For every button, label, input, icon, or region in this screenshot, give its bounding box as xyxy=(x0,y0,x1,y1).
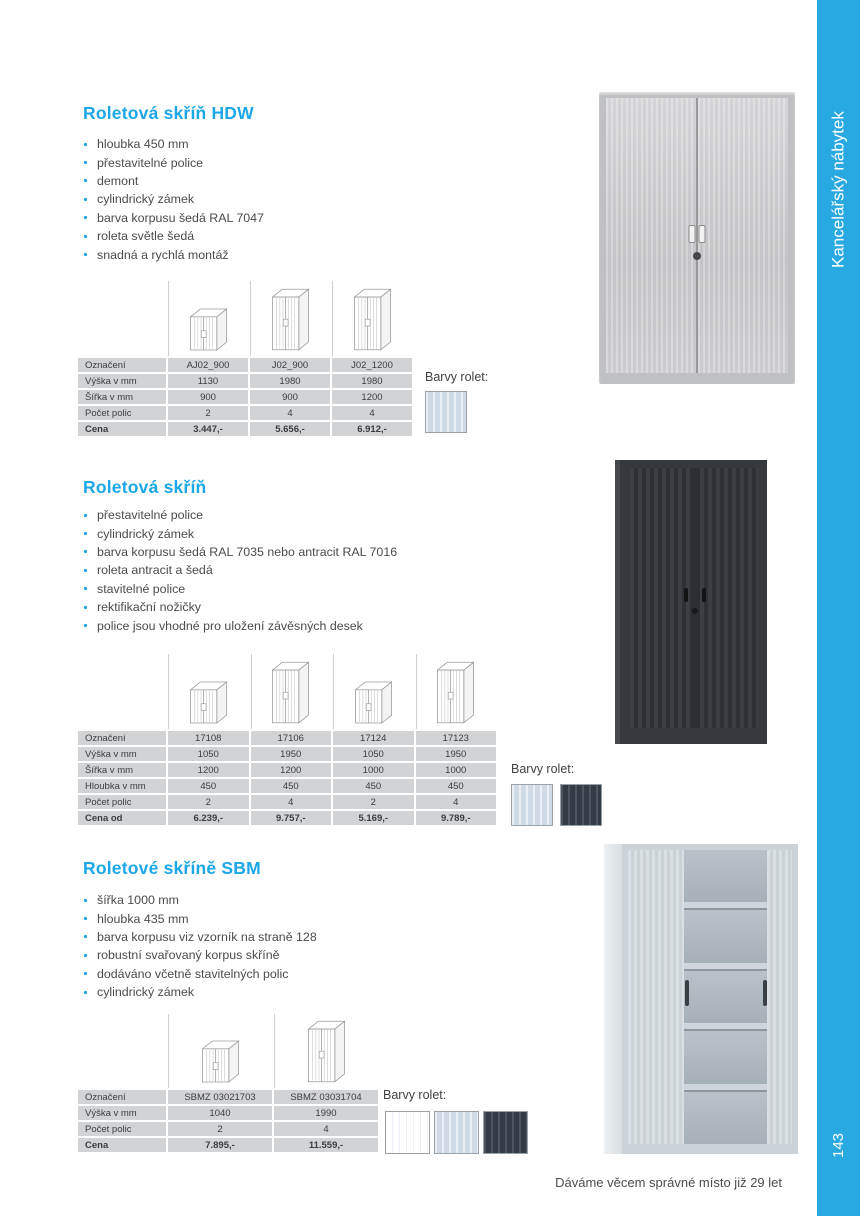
feature-bullet xyxy=(84,543,397,561)
table-cell: 11.559,- xyxy=(274,1138,378,1152)
door-handles xyxy=(689,225,706,243)
cabinet-drawing-small xyxy=(168,281,248,356)
tambour-door-right xyxy=(700,468,760,728)
feature-text: barva korpusu šedá RAL 7035 nebo antracit RAL 7016 xyxy=(97,544,398,559)
feature-bullet xyxy=(84,209,264,227)
bullet-icon xyxy=(84,972,87,975)
table-cell: 17106 xyxy=(251,731,332,745)
drawing-spacer xyxy=(78,281,166,356)
table-cell: 7.895,- xyxy=(168,1138,272,1152)
drawing-spacer xyxy=(78,1014,166,1088)
cabinet-drawing-small xyxy=(333,654,414,729)
table-cell: 17108 xyxy=(168,731,249,745)
table-row-label: Hloubka v mm xyxy=(78,779,166,793)
table-cell: 4 xyxy=(416,795,497,809)
feature-bullet xyxy=(84,580,397,598)
feature-text: police jsou vhodné pro uložení závěsných desek xyxy=(97,618,363,633)
table-row-label: Označení xyxy=(78,1090,166,1104)
feature-text: cylindrický zámek xyxy=(97,985,195,1000)
door-handle xyxy=(685,980,689,1006)
table-cell: 450 xyxy=(333,779,414,793)
tambour-door-left xyxy=(628,850,684,1144)
category-label: Kancelářský nábytek xyxy=(828,111,848,269)
feature-list xyxy=(84,891,317,1001)
feature-bullet xyxy=(84,135,264,153)
table-cell: J02_900 xyxy=(250,358,330,372)
feature-text: hloubka 450 mm xyxy=(97,137,189,152)
cabinet-drawing-tall xyxy=(332,281,412,356)
feature-text: rektifikační nožičky xyxy=(97,600,201,615)
feature-text: barva korpusu šedá RAL 7047 xyxy=(97,210,264,225)
roller-color-swatch xyxy=(385,1111,430,1154)
table-cell: 5.656,- xyxy=(250,422,330,436)
roller-color-swatch xyxy=(560,784,602,826)
table-cell: 900 xyxy=(168,390,248,404)
tambour-doors xyxy=(606,98,788,373)
product-photo-grey-cabinet xyxy=(599,92,795,384)
cabinet-drawing-tall xyxy=(416,654,497,729)
table-cell: 1130 xyxy=(168,374,248,388)
bullet-icon xyxy=(84,991,87,994)
product-table xyxy=(78,1090,378,1152)
tambour-doors xyxy=(630,468,759,728)
cylinder-lock-icon xyxy=(692,608,698,614)
feature-bullet xyxy=(84,965,317,983)
feature-text: dodáváno včetně stavitelných polic xyxy=(97,966,289,981)
table-row-label: Počet polic xyxy=(78,1122,166,1136)
feature-bullet xyxy=(84,524,397,542)
table-cell: 9.789,- xyxy=(416,811,497,825)
feature-bullet xyxy=(84,891,317,909)
bullet-icon xyxy=(84,179,87,182)
bullet-icon xyxy=(84,253,87,256)
table-cell: 2 xyxy=(168,1122,272,1136)
product-photo-open-shelf-cabinet xyxy=(604,844,798,1154)
bullet-icon xyxy=(84,235,87,238)
feature-bullet xyxy=(84,153,264,171)
feature-text: roleta světle šedá xyxy=(97,229,195,244)
feature-bullet xyxy=(84,983,317,1001)
feature-text: robustní svařovaný korpus skříně xyxy=(97,948,280,963)
table-cell: AJ02_900 xyxy=(168,358,248,372)
drawing-spacer xyxy=(78,654,166,729)
cabinet-drawing-strip xyxy=(78,654,496,729)
table-cell: 1050 xyxy=(333,747,414,761)
feature-list xyxy=(84,506,397,635)
table-cell: 2 xyxy=(168,795,249,809)
table-cell: 4 xyxy=(274,1122,378,1136)
table-cell: 1980 xyxy=(332,374,412,388)
feature-text: přestavitelné police xyxy=(97,508,204,523)
feature-bullet xyxy=(84,245,264,263)
section-title-hdw: Roletová skříň HDW xyxy=(83,103,254,123)
table-row-label: Výška v mm xyxy=(78,747,166,761)
bullet-icon xyxy=(84,550,87,553)
table-cell: 6.239,- xyxy=(168,811,249,825)
table-cell: 2 xyxy=(168,406,248,420)
feature-bullet xyxy=(84,172,264,190)
cabinet-drawing-strip xyxy=(78,1014,378,1088)
feature-text: cylindrický zámek xyxy=(97,526,195,541)
table-cell: SBMZ 03031704 xyxy=(274,1090,378,1104)
table-cell: 2 xyxy=(333,795,414,809)
table-cell: 1200 xyxy=(332,390,412,404)
roller-color-swatch xyxy=(434,1111,479,1154)
bullet-icon xyxy=(84,935,87,938)
table-cell: 900 xyxy=(250,390,330,404)
product-photo-anthracite-cabinet xyxy=(615,460,767,744)
feature-text: hloubka 435 mm xyxy=(97,911,189,926)
table-cell: 4 xyxy=(332,406,412,420)
table-cell: 4 xyxy=(251,795,332,809)
tambour-door-left xyxy=(630,468,690,728)
table-cell: 450 xyxy=(416,779,497,793)
table-row-label: Výška v mm xyxy=(78,1106,166,1120)
table-cell: 1050 xyxy=(168,747,249,761)
tambour-door-left xyxy=(606,98,696,373)
open-shelves xyxy=(684,850,768,1144)
bullet-icon xyxy=(84,143,87,146)
tambour-door-right xyxy=(767,850,792,1144)
feature-text: přestavitelné police xyxy=(97,155,204,170)
page-number: 143 xyxy=(830,1132,847,1158)
bullet-icon xyxy=(84,569,87,572)
bullet-icon xyxy=(84,624,87,627)
table-cell: 17123 xyxy=(416,731,497,745)
feature-text: cylindrický zámek xyxy=(97,192,195,207)
roller-color-swatches xyxy=(385,1111,528,1154)
bullet-icon xyxy=(84,532,87,535)
feature-bullet xyxy=(84,190,264,208)
tambour-door-right xyxy=(698,98,788,373)
feature-bullet xyxy=(84,598,397,616)
cabinet-drawing-small xyxy=(168,1014,272,1088)
table-cell: 1950 xyxy=(416,747,497,761)
table-cell: 1000 xyxy=(333,763,414,777)
table-row-label: Označení xyxy=(78,731,166,745)
table-row-label: Cena od xyxy=(78,811,166,825)
table-row-label: Počet polic xyxy=(78,795,166,809)
feature-text: šířka 1000 mm xyxy=(97,893,179,908)
table-cell: 450 xyxy=(251,779,332,793)
table-cell: 4 xyxy=(250,406,330,420)
cylinder-lock-icon xyxy=(693,252,701,260)
cabinet-side-panel xyxy=(604,844,622,1154)
feature-text: barva korpusu viz vzorník na straně 128 xyxy=(97,929,317,944)
bullet-icon xyxy=(84,514,87,517)
table-cell: 450 xyxy=(168,779,249,793)
table-cell: 1950 xyxy=(251,747,332,761)
bullet-icon xyxy=(84,161,87,164)
table-cell: J02_1200 xyxy=(332,358,412,372)
bullet-icon xyxy=(84,899,87,902)
table-cell: 1040 xyxy=(168,1106,272,1120)
feature-bullet xyxy=(84,909,317,927)
roller-color-swatch xyxy=(511,784,553,826)
roller-color-swatches xyxy=(425,391,467,433)
category-sidebar xyxy=(817,0,860,1216)
section-title-sbm: Roletové skříně SBM xyxy=(83,858,261,878)
section-title-roletova: Roletová skříň xyxy=(83,477,207,497)
table-cell: 6.912,- xyxy=(332,422,412,436)
roller-color-swatches xyxy=(511,784,602,826)
product-table xyxy=(78,358,412,436)
table-cell: 1990 xyxy=(274,1106,378,1120)
feature-text: roleta antracit a šedá xyxy=(97,563,213,578)
feature-bullet xyxy=(84,946,317,964)
roller-colors-label: Barvy rolet: xyxy=(511,762,575,776)
roller-colors-label: Barvy rolet: xyxy=(425,370,489,384)
table-row-label: Výška v mm xyxy=(78,374,166,388)
feature-text: demont xyxy=(97,173,139,188)
roller-color-swatch xyxy=(425,391,467,433)
bullet-icon xyxy=(84,606,87,609)
cabinet-drawing-small xyxy=(168,654,249,729)
product-table xyxy=(78,731,496,825)
feature-bullet xyxy=(84,227,264,245)
cabinet-drawing-strip xyxy=(78,281,412,356)
table-row-label: Šířka v mm xyxy=(78,763,166,777)
table-row-label: Šířka v mm xyxy=(78,390,166,404)
feature-bullet xyxy=(84,616,397,634)
bullet-icon xyxy=(84,587,87,590)
cabinet-drawing-tall xyxy=(251,654,332,729)
feature-text: stavitelné police xyxy=(97,581,186,596)
feature-list xyxy=(84,135,264,264)
table-cell: 17124 xyxy=(333,731,414,745)
table-cell: 1200 xyxy=(251,763,332,777)
feature-text: snadná a rychlá montáž xyxy=(97,247,229,262)
cabinet-drawing-tall xyxy=(250,281,330,356)
table-row-label: Cena xyxy=(78,422,166,436)
table-cell: 3.447,- xyxy=(168,422,248,436)
company-tagline: Dáváme věcem správné místo již 29 let xyxy=(555,1175,782,1190)
cabinet-drawing-tall xyxy=(274,1014,378,1088)
table-cell: SBMZ 03021703 xyxy=(168,1090,272,1104)
feature-bullet xyxy=(84,928,317,946)
feature-bullet xyxy=(84,506,397,524)
bullet-icon xyxy=(84,198,87,201)
roller-colors-label: Barvy rolet: xyxy=(383,1088,447,1102)
table-cell: 1200 xyxy=(168,763,249,777)
bullet-icon xyxy=(84,954,87,957)
table-row-label: Počet polic xyxy=(78,406,166,420)
door-handles xyxy=(684,588,706,602)
table-cell: 5.169,- xyxy=(333,811,414,825)
table-row-label: Označení xyxy=(78,358,166,372)
table-cell: 9.757,- xyxy=(251,811,332,825)
table-cell: 1980 xyxy=(250,374,330,388)
feature-bullet xyxy=(84,561,397,579)
table-row-label: Cena xyxy=(78,1138,166,1152)
roller-color-swatch xyxy=(483,1111,528,1154)
bullet-icon xyxy=(84,917,87,920)
door-handle xyxy=(763,980,767,1006)
bullet-icon xyxy=(84,216,87,219)
cabinet-front xyxy=(622,844,798,1154)
table-cell: 1000 xyxy=(416,763,497,777)
